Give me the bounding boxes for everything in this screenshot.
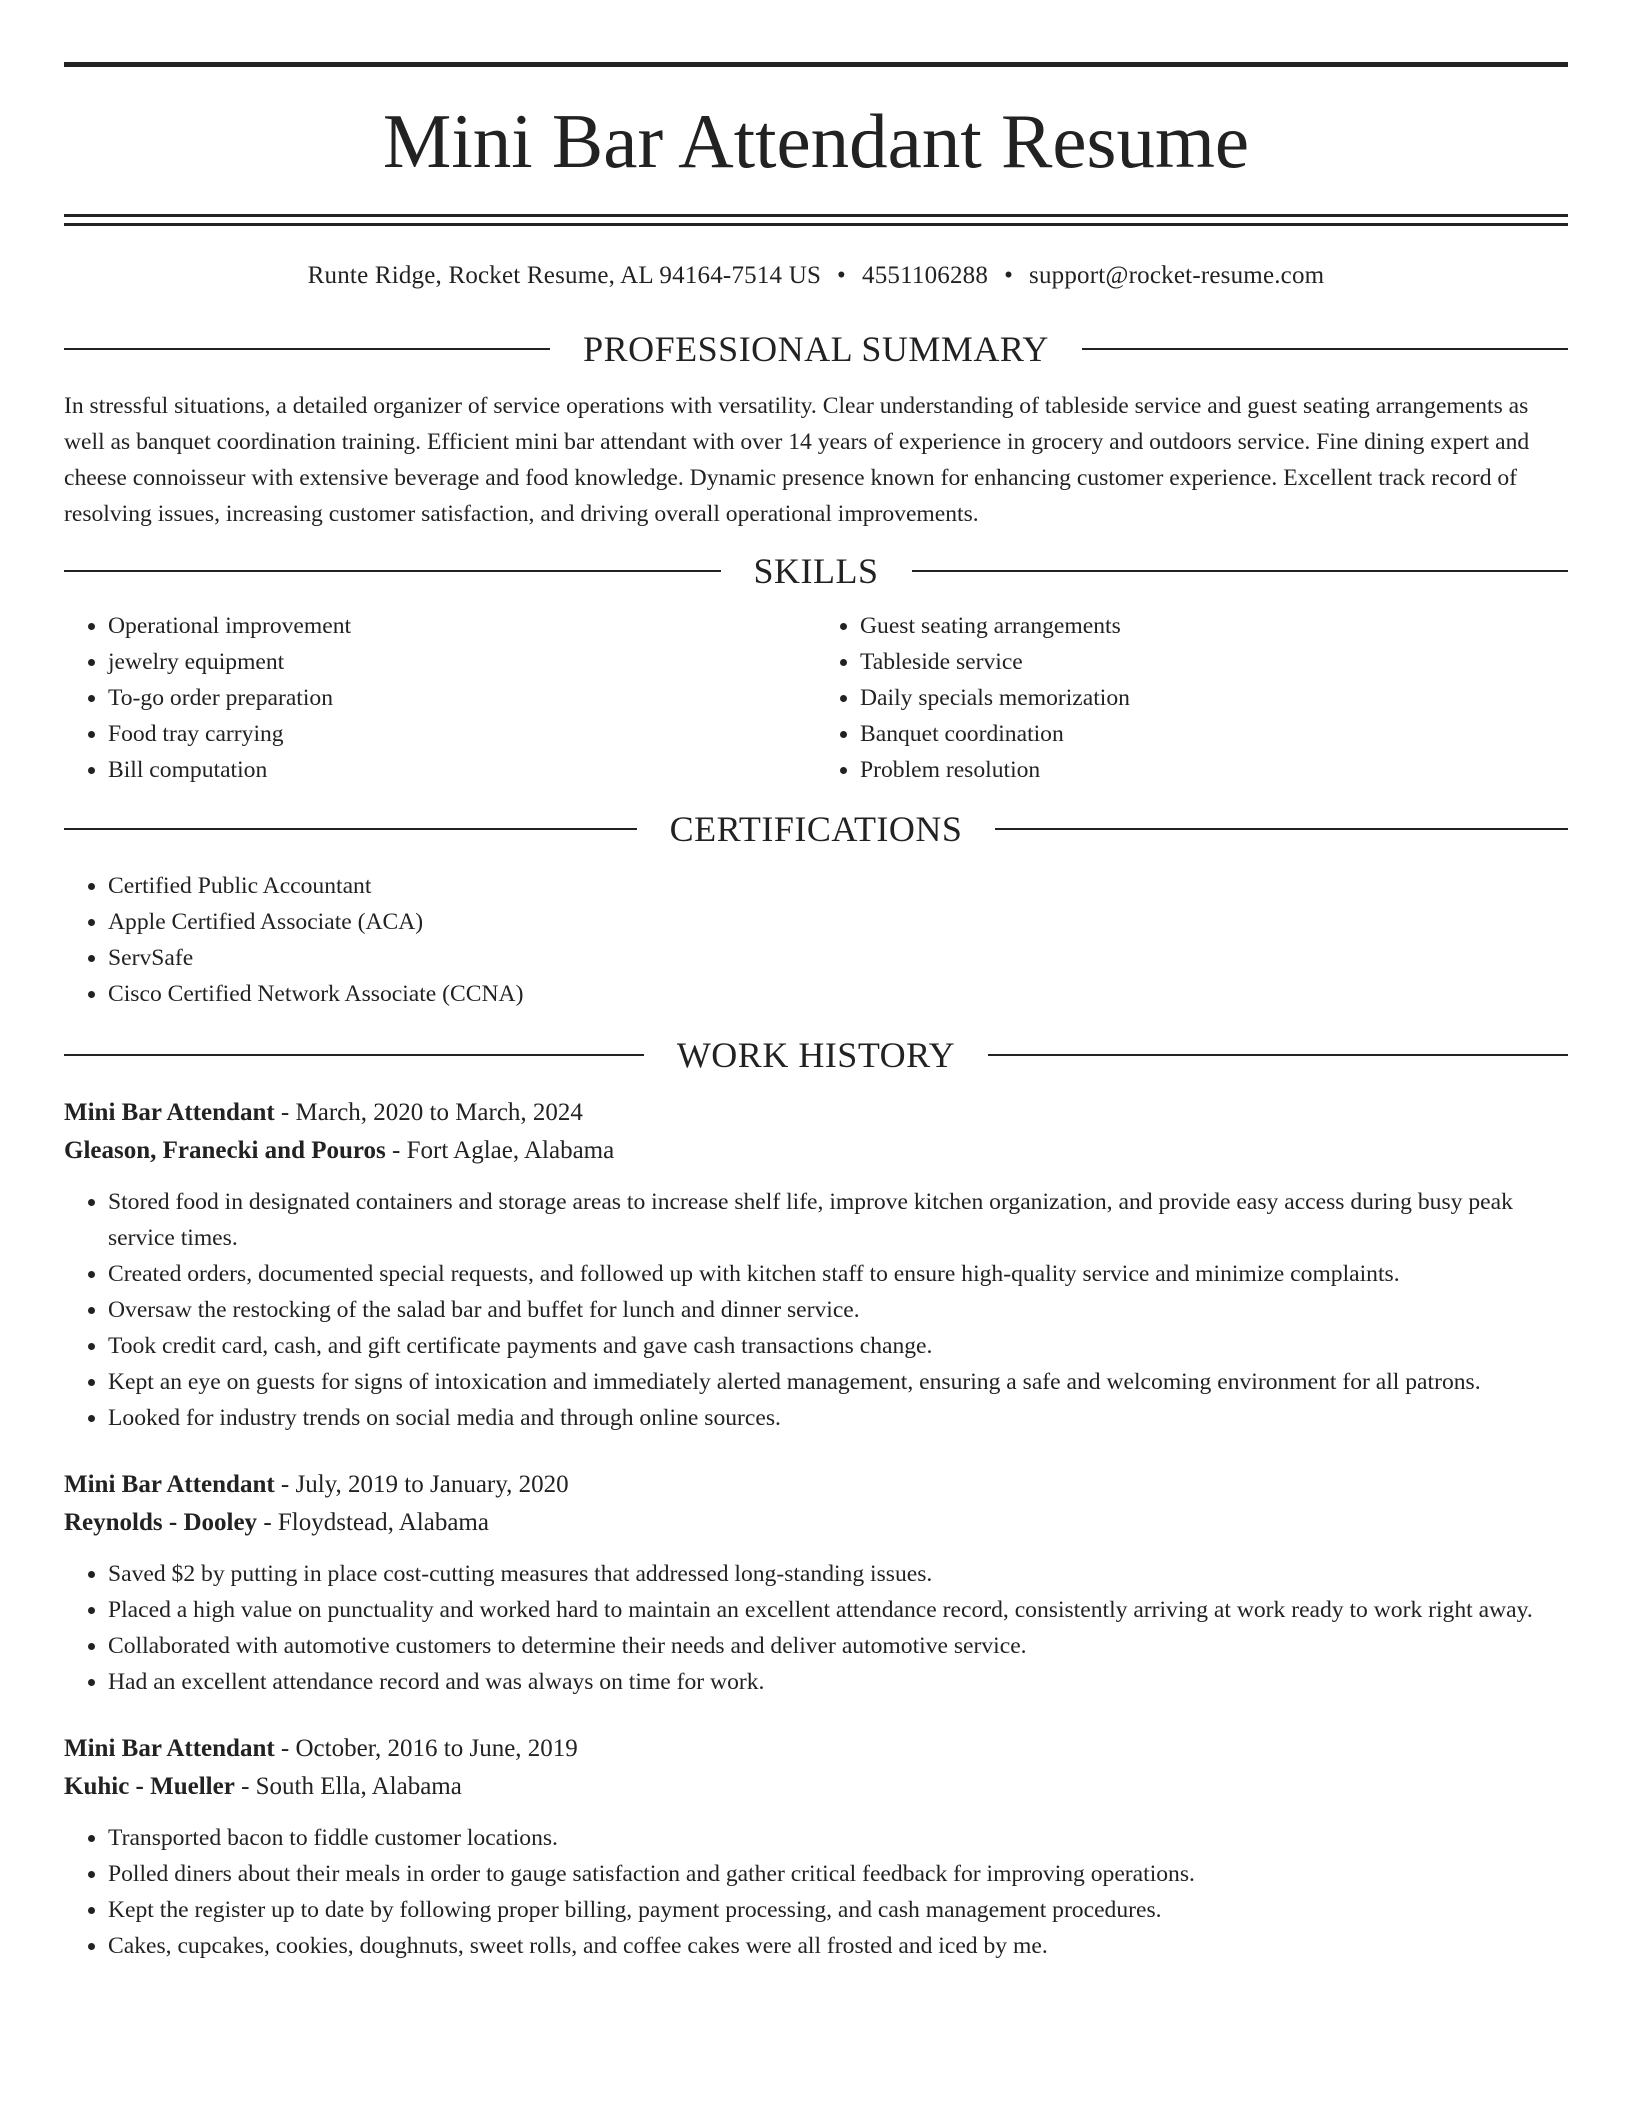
section-rule (64, 828, 637, 830)
page-title: Mini Bar Attendant Resume (382, 98, 1250, 184)
section-header-work-history (64, 1034, 1568, 1076)
job-company: Kuhic - Mueller (64, 1773, 235, 1800)
job-location: - South Ella, Alabama (234, 1773, 462, 1800)
section-header-skills (64, 550, 1568, 592)
section-rule (64, 570, 721, 572)
certification-item: • Apple Certified Associate (ACA) (108, 904, 1568, 940)
skills-grid (64, 608, 1568, 788)
certification-item: • ServSafe (108, 940, 1568, 976)
job-bullet: • Placed a high value on punctuality and worked hard to maintain an excellent attendance record, consistently arriving at work ready to work right away. (108, 1592, 1568, 1628)
title-double-rule (64, 214, 1568, 226)
job-bullets (64, 1184, 1568, 1436)
job-dates: - July, 2019 to January, 2020 (274, 1471, 569, 1498)
job-title-line (64, 1730, 1568, 1768)
contact-line (64, 262, 1568, 290)
job-bullet: • Took credit card, cash, and gift certificate payments and gave cash transactions change. (108, 1328, 1568, 1364)
contact-address: Runte Ridge, Rocket Resume, AL 94164-7514 US (307, 262, 822, 289)
section-rule (64, 1054, 644, 1056)
section-header-certifications (64, 808, 1568, 850)
job-bullets (64, 1820, 1568, 1964)
job-title-line (64, 1094, 1568, 1132)
job-bullet: • Looked for industry trends on social media and through online sources. (108, 1400, 1568, 1436)
job-company-line (64, 1768, 1568, 1806)
skill-item: • Food tray carrying (108, 716, 816, 752)
job-bullet: • Stored food in designated containers and storage areas to increase shelf life, improve kitchen organization, and provide easy access during busy peak service times. (108, 1184, 1568, 1256)
job-company-line (64, 1504, 1568, 1542)
skills-column-left (64, 608, 816, 788)
skill-item: • To-go order preparation (108, 680, 816, 716)
job-bullet: • Had an excellent attendance record and was always on time for work. (108, 1664, 1568, 1700)
job-entry (64, 1094, 1568, 1436)
skill-item: • Tableside service (860, 644, 1568, 680)
skill-item: • Banquet coordination (860, 716, 1568, 752)
summary-text: In stressful situations, a detailed organizer of service operations with versatility. Clear understanding of tableside service and guest seating arrangements as well as banquet coordination training. Efficient mini bar attendant with over 14 years of experience in grocery and outdoors service. Fine dining expert and cheese connoisseur with extensive beverage and food knowledge. Dynamic presence known for enhancing customer experience. Excellent track record of resolving issues, increasing customer satisfaction, and driving overall operational improvements. (64, 393, 1530, 527)
contact-separator: • (1004, 262, 1014, 289)
certification-item: • Cisco Certified Network Associate (CCNA) (108, 976, 1568, 1012)
job-title: Mini Bar Attendant (64, 1099, 275, 1126)
job-bullet: • Created orders, documented special requests, and followed up with kitchen staff to ensure high-quality service and minimize complaints. (108, 1256, 1568, 1292)
skills-list-right (816, 608, 1568, 788)
skill-item: • Bill computation (108, 752, 816, 788)
certification-item: • Certified Public Accountant (108, 868, 1568, 904)
skills-column-right (816, 608, 1568, 788)
section-rule (988, 1054, 1568, 1056)
certifications-list (64, 868, 1568, 1012)
section-title-certifications: CERTIFICATIONS (669, 809, 963, 849)
skills-list-left (64, 608, 816, 788)
job-bullet: • Transported bacon to fiddle customer locations. (108, 1820, 1568, 1856)
contact-email: support@rocket-resume.com (1029, 262, 1325, 289)
section-header-summary (64, 328, 1568, 370)
job-bullet: • Kept an eye on guests for signs of intoxication and immediately alerted management, ensuring a safe and welcoming environment for all patrons. (108, 1364, 1568, 1400)
job-title: Mini Bar Attendant (64, 1471, 275, 1498)
contact-phone: 4551106288 (862, 262, 989, 289)
top-rule (64, 62, 1568, 67)
job-bullets (64, 1556, 1568, 1700)
contact-separator: • (837, 262, 846, 289)
skill-item: • Problem resolution (860, 752, 1568, 788)
skill-item: • Operational improvement (108, 608, 816, 644)
job-location: - Floydstead, Alabama (257, 1509, 489, 1536)
certifications-block (64, 868, 1568, 1012)
job-company-line (64, 1132, 1568, 1170)
job-company: Gleason, Franecki and Pouros (64, 1137, 386, 1164)
section-rule (64, 348, 550, 350)
job-entry (64, 1466, 1568, 1700)
job-bullet: • Cakes, cupcakes, cookies, doughnuts, sweet rolls, and coffee cakes were all frosted and iced by me. (108, 1928, 1568, 1964)
skill-item: • Guest seating arrangements (860, 608, 1568, 644)
job-dates: - March, 2020 to March, 2024 (274, 1099, 583, 1126)
job-bullet: • Polled diners about their meals in order to gauge satisfaction and gather critical feedback for improving operations. (108, 1856, 1568, 1892)
section-rule (1082, 348, 1568, 350)
job-bullet: • Saved $2 by putting in place cost-cutting measures that addressed long-standing issues. (108, 1556, 1568, 1592)
skill-item: • Daily specials memorization (860, 680, 1568, 716)
skill-item: • jewelry equipment (108, 644, 816, 680)
section-title-skills: SKILLS (753, 551, 879, 591)
section-title-summary: PROFESSIONAL SUMMARY (583, 329, 1049, 369)
job-title: Mini Bar Attendant (64, 1735, 275, 1762)
job-entry (64, 1730, 1568, 1964)
section-rule (912, 570, 1569, 572)
job-bullet: • Collaborated with automotive customers to determine their needs and deliver automotive service. (108, 1628, 1568, 1664)
job-company: Reynolds - Dooley (64, 1509, 258, 1536)
job-title-line (64, 1466, 1568, 1504)
job-location: - Fort Aglae, Alabama (385, 1137, 615, 1164)
job-dates: - October, 2016 to June, 2019 (274, 1735, 578, 1762)
section-rule (995, 828, 1568, 830)
section-title-work-history: WORK HISTORY (676, 1035, 956, 1075)
job-bullet: • Oversaw the restocking of the salad bar and buffet for lunch and dinner service. (108, 1292, 1568, 1328)
job-bullet: • Kept the register up to date by following proper billing, payment processing, and cash management procedures. (108, 1892, 1568, 1928)
